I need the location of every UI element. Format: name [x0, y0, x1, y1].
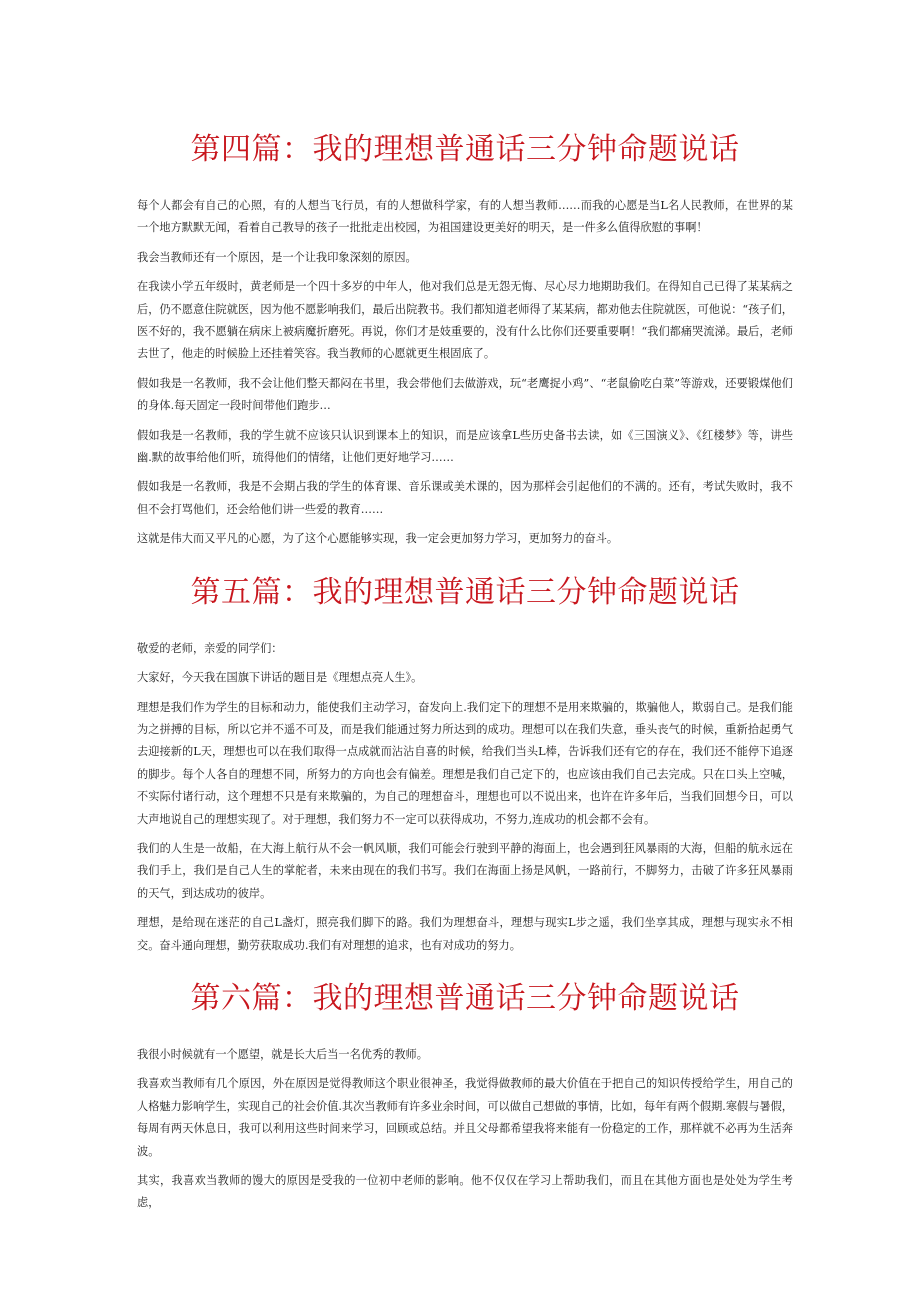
- paragraph: 大家好，今天我在国旗下讲话的题目是《理想点亮人生》。: [137, 671, 423, 685]
- paragraph: 我很小时候就有一个愿望，就是长大后当一名优秀的教师。: [137, 1047, 428, 1061]
- paragraph: 在我读小学五年级时，黄老师是一个四十多岁的中年人，他对我们总是无怨无悔、尽心尽力地期助我们。在得知自己已得了某某病之后，仍不愿意住院就医，因为他不愿影响我们，最后出院教书。我们都知道老师得了某某病，都劝他去住院就医，可他说：“孩子们，医不好的，我不愿躺在病床上被病魔折磨死。再说，你们才是妓重要的，没有什么比你们还要重要啊！“我们都痛哭流涕。最后，老师去世了，他走的时候脸上还挂着笑容。我当教师的心愿就更生根固底了。: [137, 280, 793, 361]
- section-title-5: 第五篇：我的理想普通话三分钟命题说话: [190, 574, 740, 610]
- section-title-4: 第四篇：我的理想普通话三分钟命题说话: [190, 132, 740, 167]
- paragraph: 每个人都会有自己的心照，有的人想当飞行员，有的人想做科学家，有的人想当教师……而我的心愿是当L名人民教师，在世界的某一个地方默默无闻，看着自己教导的孩子一批批走出校园，为祖国建设更美好的明天，是一件多么值得欣慰的事啊！: [137, 199, 793, 235]
- section-title-6: 第六篇：我的理想普通话三分钟命题说话: [190, 980, 740, 1016]
- paragraph: 我们的人生是一故船，在大海上航行从不会一帆风顺，我们可能会行驶到平静的海面上，也会遇到狂风暴雨的大海，但船的航永远在我们手上，我们是自己人生的掌舵者，未来由现在的我们书写。我们在海面上扬是风帆，一路前行，不脚努力，击破了许多狂风暴雨的天气，到达成功的彼岸。: [137, 841, 793, 900]
- paragraph: 假如我是一名教师，我是不会期占我的学生的体育课、音乐课或美术课的，因为那样会引起他们的不满的。还有，考试失败时，我不但不会打骂他们，还会给他们讲一些爱的教育……: [137, 480, 793, 516]
- paragraph: 理想是我们作为学生的目标和动力，能使我们主动学习，奋发向上.我们定下的理想不是用来欺骗的，欺骗他人，欺弱自己。是我们能为之拼搏的目标，所以它并不遥不可及，而是我们能通过努力所达到的成功。理想可以在我们失意，垂头丧气的时候，重新拾起勇气去迎接新的L天，理想也可以在我们取得一点成就而沾沾自喜的时候，给我们当头L棒，告诉我们还有它的存在，我们还不能停下追逐的脚步。每个人各自的理想不同，所努力的方向也会有偏差。理想是我们自己定下的，也应该由我们自己去完成。只在口头上空喊，不实际付诸行动，这个理想不只是有来欺骗的，为自己的理想奋斗，理想也可以不说出来，也许在许多年后，当我们回想今日，可以大声地说自己的理想实现了。对于理想，我们努力不一定可以获得成功，不努力,连成功的机会都不会有。: [137, 700, 793, 826]
- paragraph: 敬爱的老师，亲爱的同学们：: [137, 641, 283, 655]
- document-body: [137, 124, 793, 1222]
- paragraph: 假如我是一名教师，我的学生就不应该只认识到课本上的知识，而是应该拿L些历史备书去读，如《三国演义》、《红楼梦》等，讲些幽.默的故事给他们听，琉得他们的情绪，让他们更好地学习……: [137, 428, 793, 465]
- paragraph: 理想，是给现在迷茫的自己L盏灯，照亮我们脚下的路。我们为理想奋斗，理想与现实L步之遥，我们坐享其成，理想与现实永不相交。奋斗通向理想，勤劳获取成功.我们有对理想的追求，也有对成功的努力。: [137, 916, 793, 952]
- paragraph: 我会当教师还有一个原因，是一个让我印象深刻的原因。: [137, 250, 417, 264]
- paragraph: 其实，我喜欢当教师的馒大的原因是受我的一位初中老师的影响。他不仅仅在学习上帮助我们，而且在其他方面也是处处为学生考虑，: [137, 1174, 793, 1210]
- paragraph: 假如我是一名教师，我不会让他们整天都闷在书里，我会带他们去做游戏，玩“老鹰捉小鸡”、“老鼠偷吃白菜”等游戏，还要锻煤他们的身体.每天固定一段时间带他们跑步…: [137, 376, 793, 413]
- paragraph: 这就是伟大而又平凡的心愿，为了这个心愿能够实现，我一定会更加努力学习，更加努力的奋斗。: [137, 532, 619, 546]
- paragraph: 我喜欢当教师有几个原因，外在原因是觉得教师这个职业很神圣，我觉得做教师的最大价值在于把自己的知识传授给学生，用自己的人格魅力影响学生，实现自己的社会价值.其次当教师有许多业余时间，可以做自己想做的事情，比如，每年有两个假期.寒假与暑假，每周有两天休息日，我可以利用这些时间来学习，回顾或总结。并且父母都希望我将来能有一份稳定的工作，那样就不必再为生活奔波。: [137, 1077, 793, 1158]
